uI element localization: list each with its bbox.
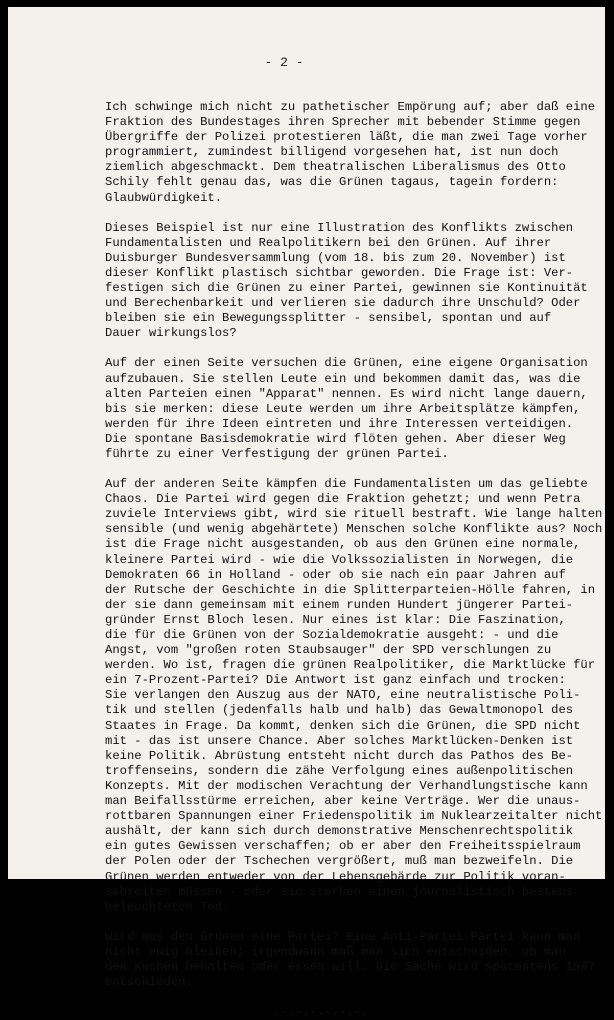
paragraph	[105, 100, 600, 206]
text-line: entschieden.	[105, 975, 193, 990]
text-line: ein gutes Gewissen verschaffen; ob er aber den Freiheitsspielraum	[105, 839, 581, 854]
text-line: tik und stellen (jedenfalls halb und halb) das Gewaltmonopol des	[105, 703, 574, 718]
text-line: führte zu einer Verfestigung der grünen Partei.	[105, 446, 449, 461]
text-line: Fundamentalisten und Realpolitikern bei den Grünen. Auf ihrer	[105, 235, 552, 250]
text-line: schreiten müssen - oder sie sterben einen journalistisch bestens	[105, 884, 574, 899]
text-line: ziemlich abgeschmackt. Dem theatralischen Liberalismus des Otto	[105, 160, 566, 175]
paragraph	[105, 477, 603, 915]
text-line: Die spontane Basisdemokratie wird flöten gehen. Aber dieser Weg	[105, 431, 566, 446]
text-line: Glaubwürdigkeit.	[105, 190, 223, 205]
paragraph	[105, 930, 600, 990]
text-line: bis sie merken: diese Leute werden um ihre Arbeitsplätze kämpfen,	[105, 401, 581, 416]
text-line: sensible (und wenig abgehärtete) Menschen solche Konflikte aus? Noch	[105, 522, 603, 537]
document-page	[8, 7, 605, 1020]
text-line: Dieses Beispiel ist nur eine Illustration des Konflikts zwischen	[105, 220, 574, 235]
text-line: Wird aus den Grünen eine Partei? Eine Anti-Partei-Partei kann man	[105, 929, 581, 944]
text-line: die für die Grünen von der Sozialdemokratie ausgeht: - und die	[105, 628, 559, 642]
paragraph	[105, 221, 600, 342]
text-line: man Beifallsstürme erreichen, aber keine Verträge. Wer die unaus-	[105, 794, 581, 809]
paragraph	[105, 356, 600, 462]
text-line: Angst, vom "großen roten Staubsauger" der SPD verschlungen zu	[105, 643, 552, 658]
text-line: werden für ihre Ideen eintreten und ihre Interessen verteidigen.	[105, 416, 574, 431]
text-line: Auf der anderen Seite kämpfen die Fundamentalisten um das geliebte	[105, 477, 588, 492]
text-line: gründer Ernst Bloch lesen. Nur eines ist klar: Die Faszination,	[105, 612, 566, 627]
text-line: werden. Wo ist, fragen die grünen Realpolitiker, die Marktlücke für	[105, 658, 596, 673]
text-line: Grünen werden entweder von der Lebensgebärde zur Politik voran-	[105, 869, 566, 884]
text-line: ist die Frage nicht ausgestanden, ob aus den Grünen eine normale,	[105, 537, 581, 552]
text-line: Ich schwinge mich nicht zu pathetischer Empörung auf; aber daß eine	[105, 100, 596, 114]
text-line: mit - das ist unsere Chance. Aber solches Marktlücken-Denken ist	[105, 733, 574, 748]
text-line: Übergriffe der Polizei protestieren läßt, die man zwei Tage vorher	[105, 130, 588, 145]
text-line: nicht ewig bleiben; irgendwann muß man sich entscheiden, ob man	[105, 944, 566, 959]
text-line: zuviele Interviews gibt, wird sie rituell bestraft. Wie lange halten	[105, 507, 603, 522]
text-line: dieser Konflikt plastisch sichtbar geworden. Die Frage ist: Ver-	[105, 265, 574, 280]
text-line: Konzepts. Mit der modischen Verachtung der Verhandlungstische kann	[105, 778, 588, 793]
text-line: den Kuchen behalten oder essen will. Die Sache wird spätestens 1987	[105, 959, 596, 974]
body-text	[105, 100, 603, 1020]
text-line: bleiben sie ein Bewegungssplitter - sensibel, spontan und auf	[105, 311, 552, 326]
text-line: Sie verlangen den Auszug aus der NATO, eine neutralistische Poli-	[105, 688, 581, 703]
text-line: festigen sich die Grünen zu einer Partei, gewinnen sie Kontinuität	[105, 281, 588, 296]
text-line: aufzubauen. Sie stellen Leute ein und bekommen damit das, was die	[105, 371, 581, 386]
text-line: der Polen oder der Tschechen vergrößert, muß man bezweifeln. Die	[105, 854, 574, 869]
text-line: kleinere Partei wird - wie die Volkssozialisten in Norwegen, die	[105, 552, 574, 567]
text-line: alten Parteien einen "Apparat" nennen. Es wird nicht lange dauern,	[105, 386, 588, 401]
text-line: Duisburger Bundesversammlung (vom 18. bis zum 20. November) ist	[105, 250, 566, 265]
text-line: rottbaren Spannungen einer Friedenspolitik im Nuklearzeitalter nicht	[105, 809, 603, 824]
end-mark: .-.-.-.-.-.-.	[273, 1005, 369, 1020]
text-line: Staates in Frage. Da kommt, denken sich die Grünen, die SPD nicht	[105, 718, 581, 733]
text-line: aushält, der kann sich durch demonstrative Menschenrechtspolitik	[105, 824, 574, 839]
text-line: und Berechenbarkeit und verlieren sie dadurch ihre Unschuld? Oder	[105, 296, 581, 311]
text-line: Auf der einen Seite versuchen die Grünen, eine eigene Organisation	[105, 356, 588, 371]
text-line: Schily fehlt genau das, was die Grünen tagaus, tagein fordern:	[105, 175, 559, 190]
text-line: troffenseins, sondern die zähe Verfolgung eines außenpolitischen	[105, 763, 574, 778]
text-line: der sie dann gemeinsam mit einem runden Hundert jüngerer Partei-	[105, 597, 574, 612]
text-line: keine Politik. Abrüstung entsteht nicht durch das Pathos des Be-	[105, 748, 574, 763]
text-line: Dauer wirkungslos?	[105, 326, 237, 341]
text-line: ein 7-Prozent-Partei? Die Antwort ist ganz einfach und trocken:	[105, 673, 566, 688]
page-number: - 2 -	[264, 55, 304, 70]
text-line: programmiert, zumindest billigend vorgesehen hat, ist nun doch	[105, 145, 559, 160]
text-line: beleuchteten Tod.	[105, 899, 230, 914]
text-line: Fraktion des Bundestages ihren Sprecher mit bebender Stimme gegen	[105, 115, 581, 130]
text-line: Chaos. Die Partei wird gegen die Fraktion gehetzt; und wenn Petra	[105, 492, 581, 507]
text-line: Demokraten 66 in Holland - oder ob sie nach ein paar Jahren auf	[105, 567, 566, 582]
text-line: der Rutsche der Geschichte in die Splitterparteien-Hölle fahren, in	[105, 582, 596, 597]
